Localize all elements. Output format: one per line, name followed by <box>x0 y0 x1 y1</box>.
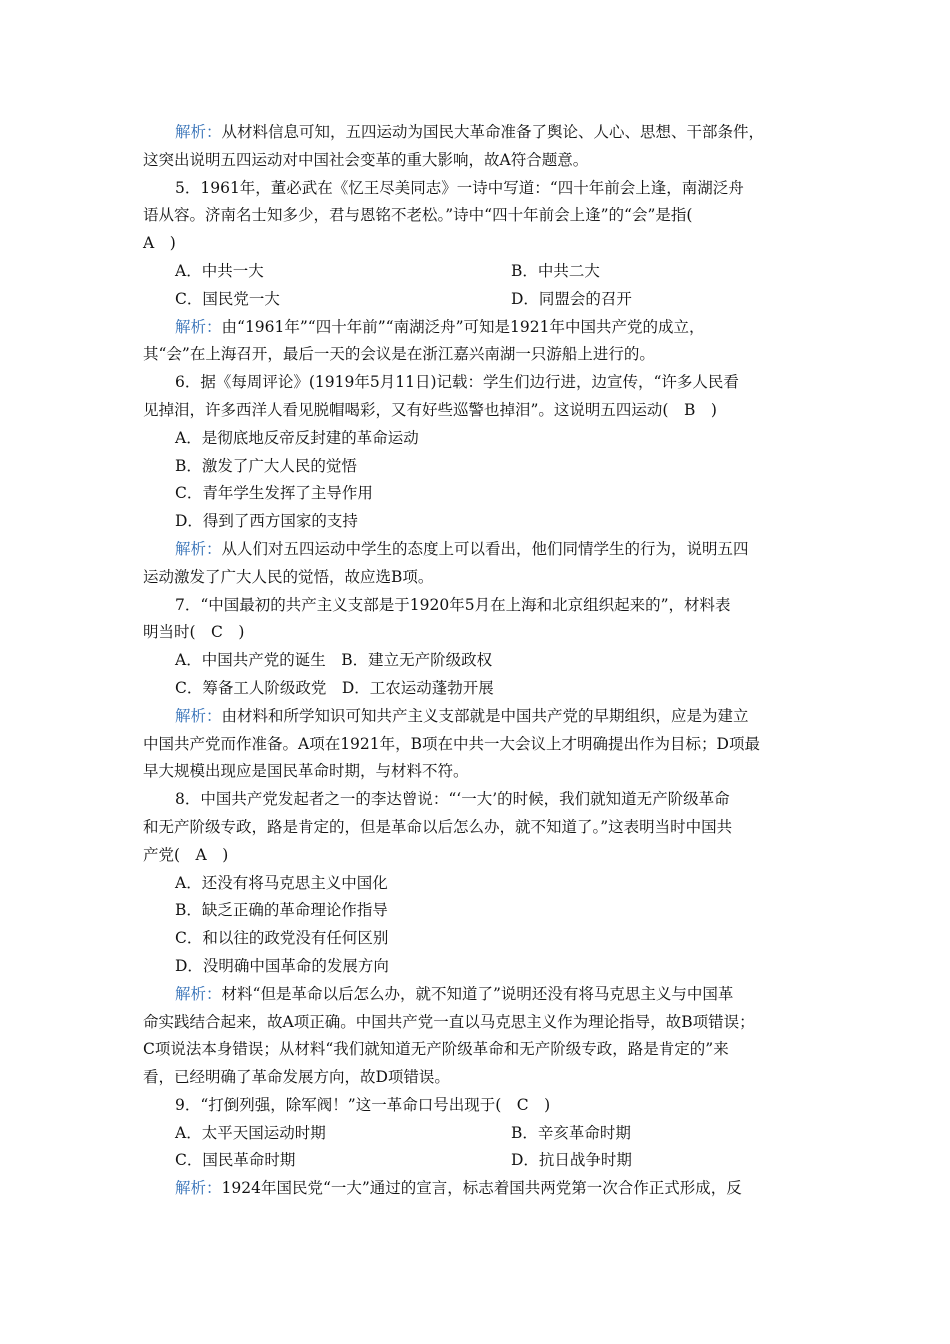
analysis-label: 解析： <box>175 317 222 336</box>
option-row <box>143 258 808 286</box>
analysis-line <box>143 1175 808 1203</box>
analysis-line <box>143 731 808 759</box>
question-line: A ) <box>143 234 176 253</box>
question-line: 和无产阶级专政，路是肯定的，但是革命以后怎么办，就不知道了。”这表明当时中国共 <box>143 817 733 836</box>
option-line: C．筹备工人阶级政党 D．工农运动蓬勃开展 <box>175 678 494 697</box>
question-line: 语从容。济南名士知多少，君与恩铭不老松。”诗中“四十年前会上逢”的“会”是指( <box>143 206 693 225</box>
option-line: C．青年学生发挥了主导作用 <box>175 484 373 503</box>
option-line: A．还没有将马克思主义中国化 <box>175 873 388 892</box>
option-line: A．是彻底地反帝反封建的革命运动 <box>175 428 419 447</box>
option-line: A．中国共产党的诞生 B．建立无产阶级政权 <box>175 651 493 670</box>
analysis-text: 中国共产党而作准备。A项在1921年，B项在中共一大会议上才明确提出作为目标；D项最 <box>143 734 760 753</box>
analysis-label: 解析： <box>175 539 222 558</box>
analysis-label: 解析： <box>175 123 222 141</box>
analysis-line <box>143 314 808 342</box>
analysis-text: 从人们对五四运动中学生的态度上可以看出，他们同情学生的行为，说明五四 <box>221 539 749 558</box>
analysis-text: 这突出说明五四运动对中国社会变革的重大影响，故A符合题意。 <box>143 150 589 169</box>
analysis-line <box>143 536 808 564</box>
analysis-label: 解析： <box>175 706 222 725</box>
analysis-line <box>143 1036 808 1064</box>
analysis-text: 从材料信息可知，五四运动为国民大革命准备了舆论、人心、思想、干部条件， <box>221 123 765 141</box>
option-row <box>143 1120 808 1148</box>
analysis-line <box>143 564 808 592</box>
analysis-text: 运动激发了广大人民的觉悟，故应选B项。 <box>143 567 434 586</box>
option-line: D．没明确中国革命的发展方向 <box>175 956 389 975</box>
analysis-text: 1924年国民党“一大”通过的宣言，标志着国共两党第一次合作正式形成，反 <box>221 1179 742 1198</box>
option-left: A．中共一大 <box>175 261 264 280</box>
analysis-text: 材料“但是革命以后怎么办，就不知道了”说明还没有将马克思主义与中国革 <box>221 984 734 1003</box>
question-line: 6．据《每周评论》(1919年5月11日)记载：学生们边行进，边宣传，“许多人民看 <box>175 373 739 392</box>
option-left: C．国民革命时期 <box>175 1151 296 1170</box>
analysis-text: C项说法本身错误；从材料“我们就知道无产阶级革命和无产阶级专政，路是肯定的”来 <box>143 1040 729 1059</box>
option-line: D．得到了西方国家的支持 <box>175 512 358 531</box>
analysis-text: 早大规模出现应是国民革命时期，与材料不符。 <box>143 762 469 781</box>
question-line: 产党( A ) <box>143 845 229 864</box>
option-line: B．缺乏正确的革命理论作指导 <box>175 901 388 920</box>
question-line: 5．1961年，董必武在《忆王尽美同志》一诗中写道：“四十年前会上逢，南湖泛舟 <box>175 178 744 197</box>
option-left: C．国民党一大 <box>175 289 280 308</box>
document-page <box>143 119 808 1203</box>
analysis-text: 其“会”在上海召开，最后一天的会议是在浙江嘉兴南湖一只游船上进行的。 <box>143 345 655 364</box>
option-right: D．抗日战争时期 <box>511 1151 632 1170</box>
option-left: A．太平天国运动时期 <box>175 1123 326 1142</box>
analysis-text: 命实践结合起来，故A项正确。中国共产党一直以马克思主义作为理论指导，故B项错误； <box>143 1012 755 1031</box>
option-row <box>143 1147 808 1175</box>
analysis-label: 解析： <box>175 1179 222 1198</box>
option-right: B．辛亥革命时期 <box>511 1123 631 1142</box>
analysis-label: 解析： <box>175 984 222 1003</box>
question-line: 见掉泪，许多西洋人看见脱帽喝彩，又有好些巡警也掉泪”。这说明五四运动( B ) <box>143 400 717 419</box>
analysis-line <box>143 1064 808 1092</box>
option-row <box>143 286 808 314</box>
option-right: B．中共二大 <box>511 261 600 280</box>
analysis-line <box>143 341 808 369</box>
analysis-text: 由“1961年”“四十年前”“南湖泛舟”可知是1921年中国共产党的成立， <box>221 317 705 336</box>
analysis-line <box>143 758 808 786</box>
analysis-text: 看，已经明确了革命发展方向，故D项错误。 <box>143 1068 450 1087</box>
option-right: D．同盟会的召开 <box>511 289 632 308</box>
analysis-line <box>143 119 808 147</box>
analysis-line <box>143 703 808 731</box>
option-line: B．激发了广大人民的觉悟 <box>175 456 357 475</box>
analysis-text: 由材料和所学知识可知共产主义支部就是中国共产党的早期组织，应是为建立 <box>221 706 749 725</box>
analysis-line <box>143 1009 808 1037</box>
analysis-line <box>143 981 808 1009</box>
question-line: 8．中国共产党发起者之一的李达曾说：“‘一大’的时候，我们就知道无产阶级革命 <box>175 790 730 809</box>
question-line: 9．“打倒列强，除军阀！”这一革命口号出现于( C ) <box>175 1095 551 1114</box>
option-line: C．和以往的政党没有任何区别 <box>175 929 389 948</box>
question-line: 明当时( C ) <box>143 623 245 642</box>
analysis-line <box>143 147 808 175</box>
question-line: 7．“中国最初的共产主义支部是于1920年5月在上海和北京组织起来的”，材料表 <box>175 595 731 614</box>
